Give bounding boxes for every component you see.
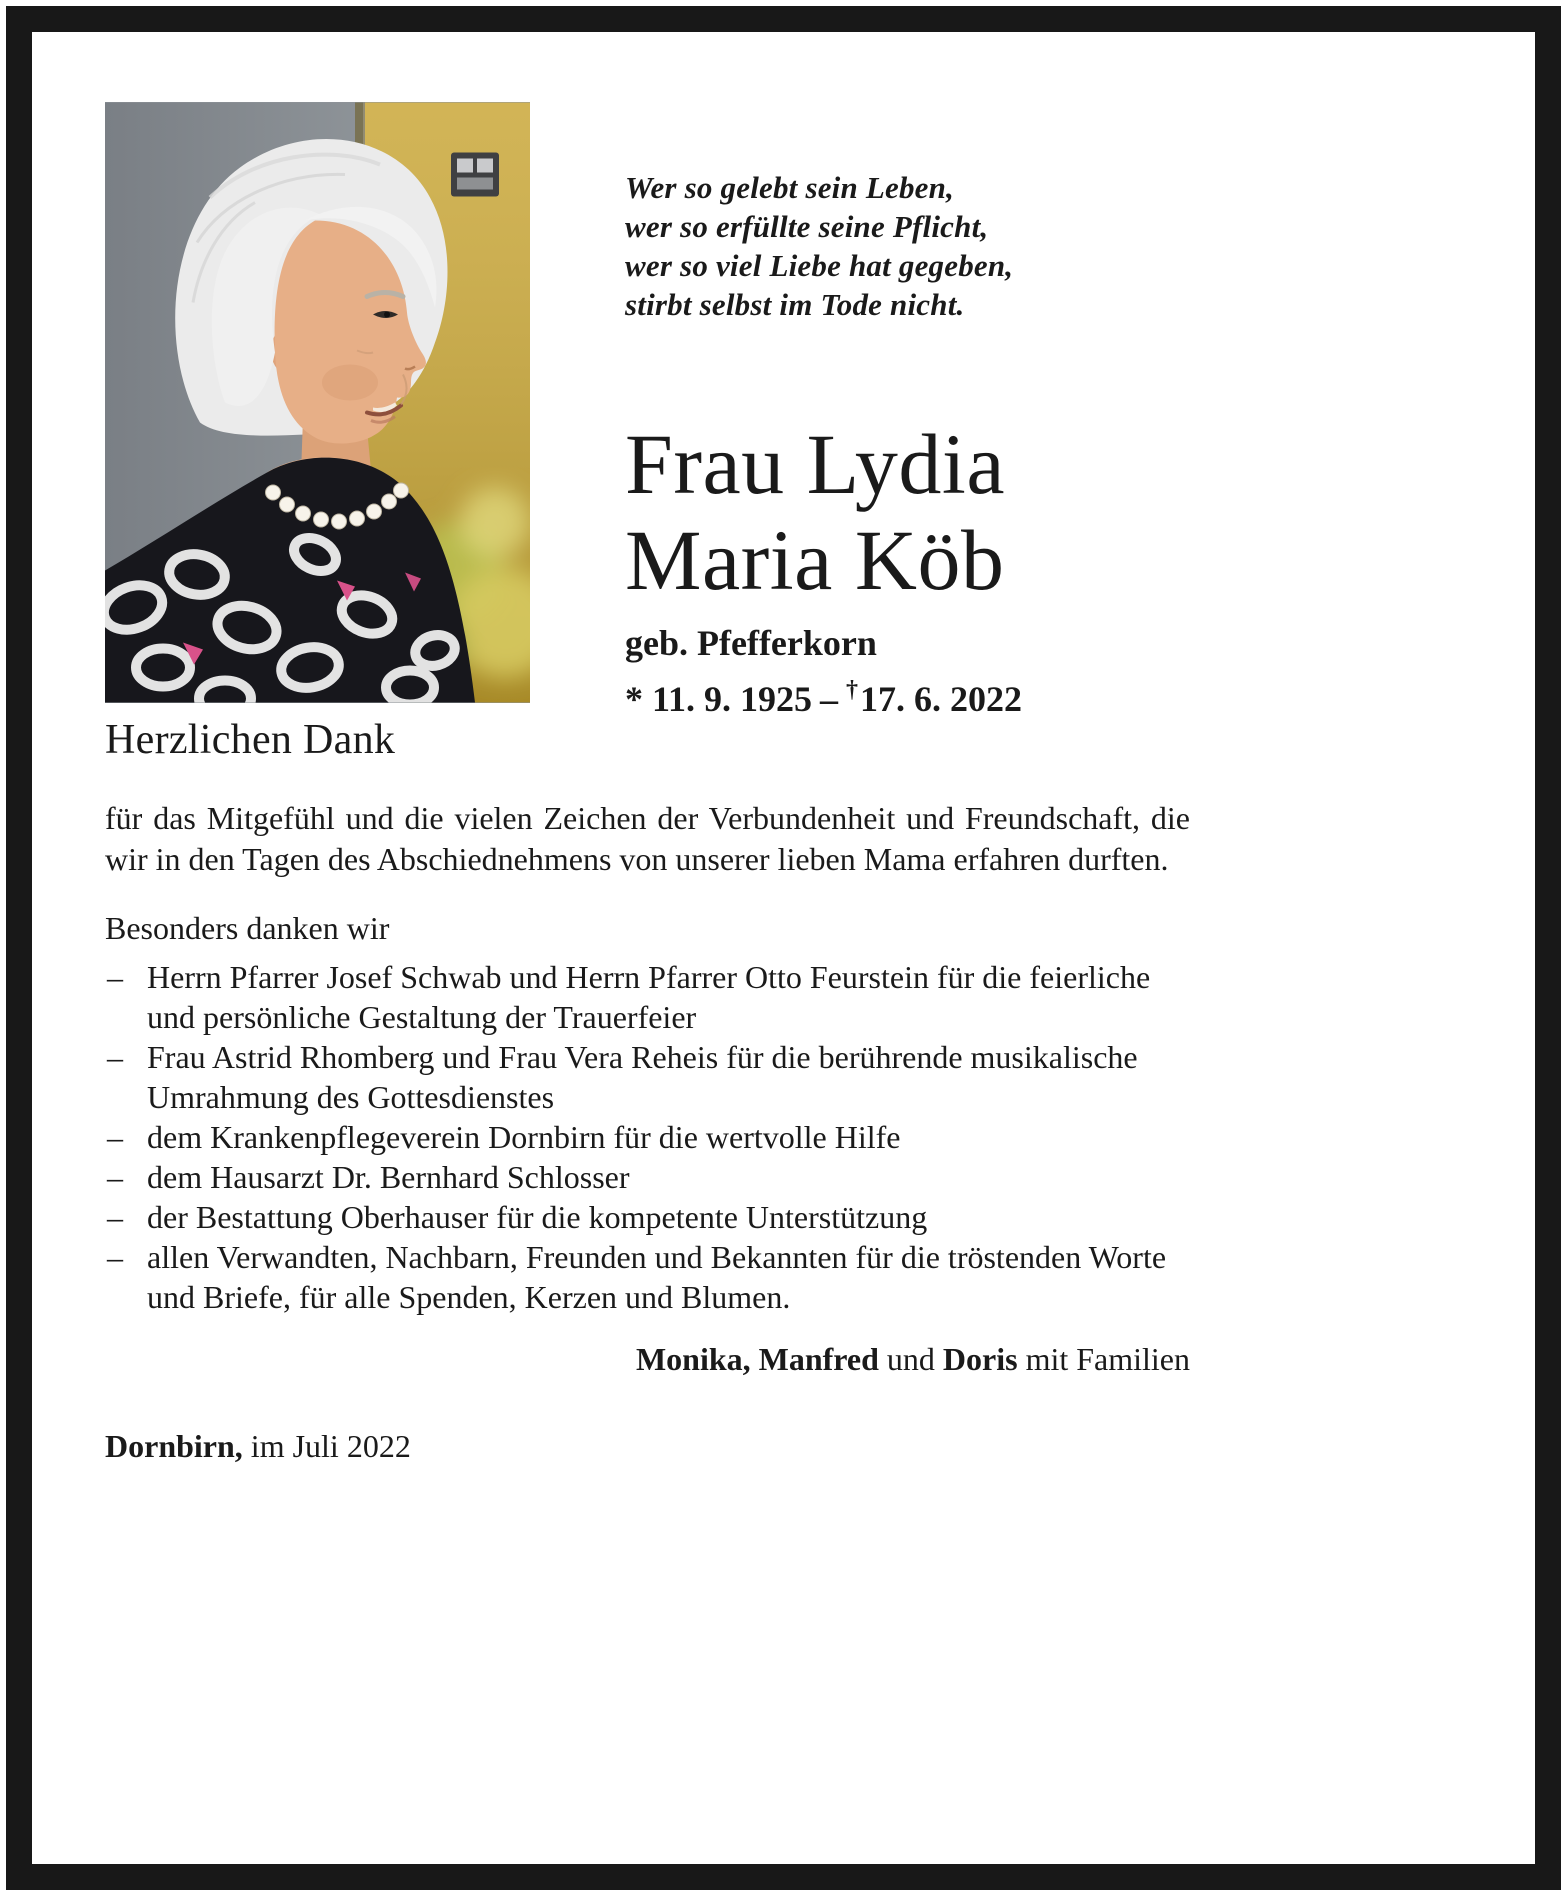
list-text: dem Krankenpflegeverein Dornbirn für die wertvolle Hilfe [147, 1119, 901, 1155]
headline-block [625, 168, 1125, 721]
thanks-heading: Herzlichen Dank [105, 717, 396, 763]
deceased-name-line1: Frau Lydia [625, 416, 1005, 512]
list-text: dem Hausarzt Dr. Bernhard Schlosser [147, 1159, 630, 1195]
list-item [105, 1037, 1190, 1117]
poem-line: wer so erfüllte seine Pflicht, [625, 209, 989, 244]
list-text: Frau Astrid Rhomberg und Frau Vera Reheis für die berührende musikalische Umrahmung des Gottesdienstes [147, 1039, 1138, 1115]
list-item [105, 1237, 1190, 1317]
list-item [105, 1197, 1190, 1237]
deceased-name-line2: Maria Köb [625, 512, 1005, 608]
portrait-illustration [105, 102, 530, 703]
memorial-poem [625, 168, 1125, 324]
list-item [105, 1157, 1190, 1197]
list-dash: – [107, 1159, 123, 1195]
wall-sign [451, 153, 499, 197]
portrait-photo [105, 102, 530, 703]
family-signature [105, 1339, 1190, 1380]
thanks-intro: für das Mitgefühl und die vielen Zeichen der Verbundenheit und Freundschaft, die wir in den Tagen des Abschiednehmens von unserer lieben Mama erfahren durften. [105, 800, 1190, 877]
list-text: Herrn Pfarrer Josef Schwab und Herrn Pfarrer Otto Feurstein für die feierliche und persönliche Gestaltung der Trauerfeier [147, 959, 1151, 1035]
list-dash: – [107, 1199, 123, 1235]
list-item [105, 1117, 1190, 1157]
list-dash: – [107, 1119, 123, 1155]
family-names-2: Doris [942, 1341, 1018, 1377]
list-item [105, 957, 1190, 1037]
thanks-block [105, 716, 1190, 1467]
poem-line: stirbt selbst im Tode nicht. [625, 287, 965, 322]
family-names-1: Monika, Manfred [635, 1341, 879, 1377]
birth-date: * 11. 9. 1925 [625, 679, 813, 719]
list-text: allen Verwandten, Nachbarn, Freunden und Bekannten für die tröstenden Worte und Briefe, für alle Spenden, Kerzen und Blumen. [147, 1239, 1167, 1315]
thanks-list [105, 957, 1190, 1317]
deceased-name [625, 416, 1125, 608]
family-conjunction: und [878, 1341, 943, 1377]
closing-date: im Juli 2022 [242, 1428, 411, 1464]
list-text: der Bestattung Oberhauser für die kompetente Unterstützung [147, 1199, 928, 1235]
list-dash: – [107, 1039, 123, 1075]
death-date: 17. 6. 2022 [860, 679, 1023, 719]
closing-place-date [105, 1426, 1190, 1467]
death-cross-icon: † [846, 677, 859, 703]
dates-separator: – [820, 679, 839, 719]
closing-place: Dornbirn, [105, 1428, 243, 1464]
poem-line: wer so viel Liebe hat gegeben, [625, 248, 1014, 283]
family-suffix: mit Familien [1017, 1341, 1190, 1377]
list-dash: – [107, 959, 123, 995]
thanks-subheading: Besonders danken wir [105, 910, 390, 946]
maiden-name: geb. Pfefferkorn [625, 623, 877, 663]
life-dates [625, 668, 1125, 721]
poem-line: Wer so gelebt sein Leben, [625, 170, 955, 205]
list-dash: – [107, 1239, 123, 1275]
